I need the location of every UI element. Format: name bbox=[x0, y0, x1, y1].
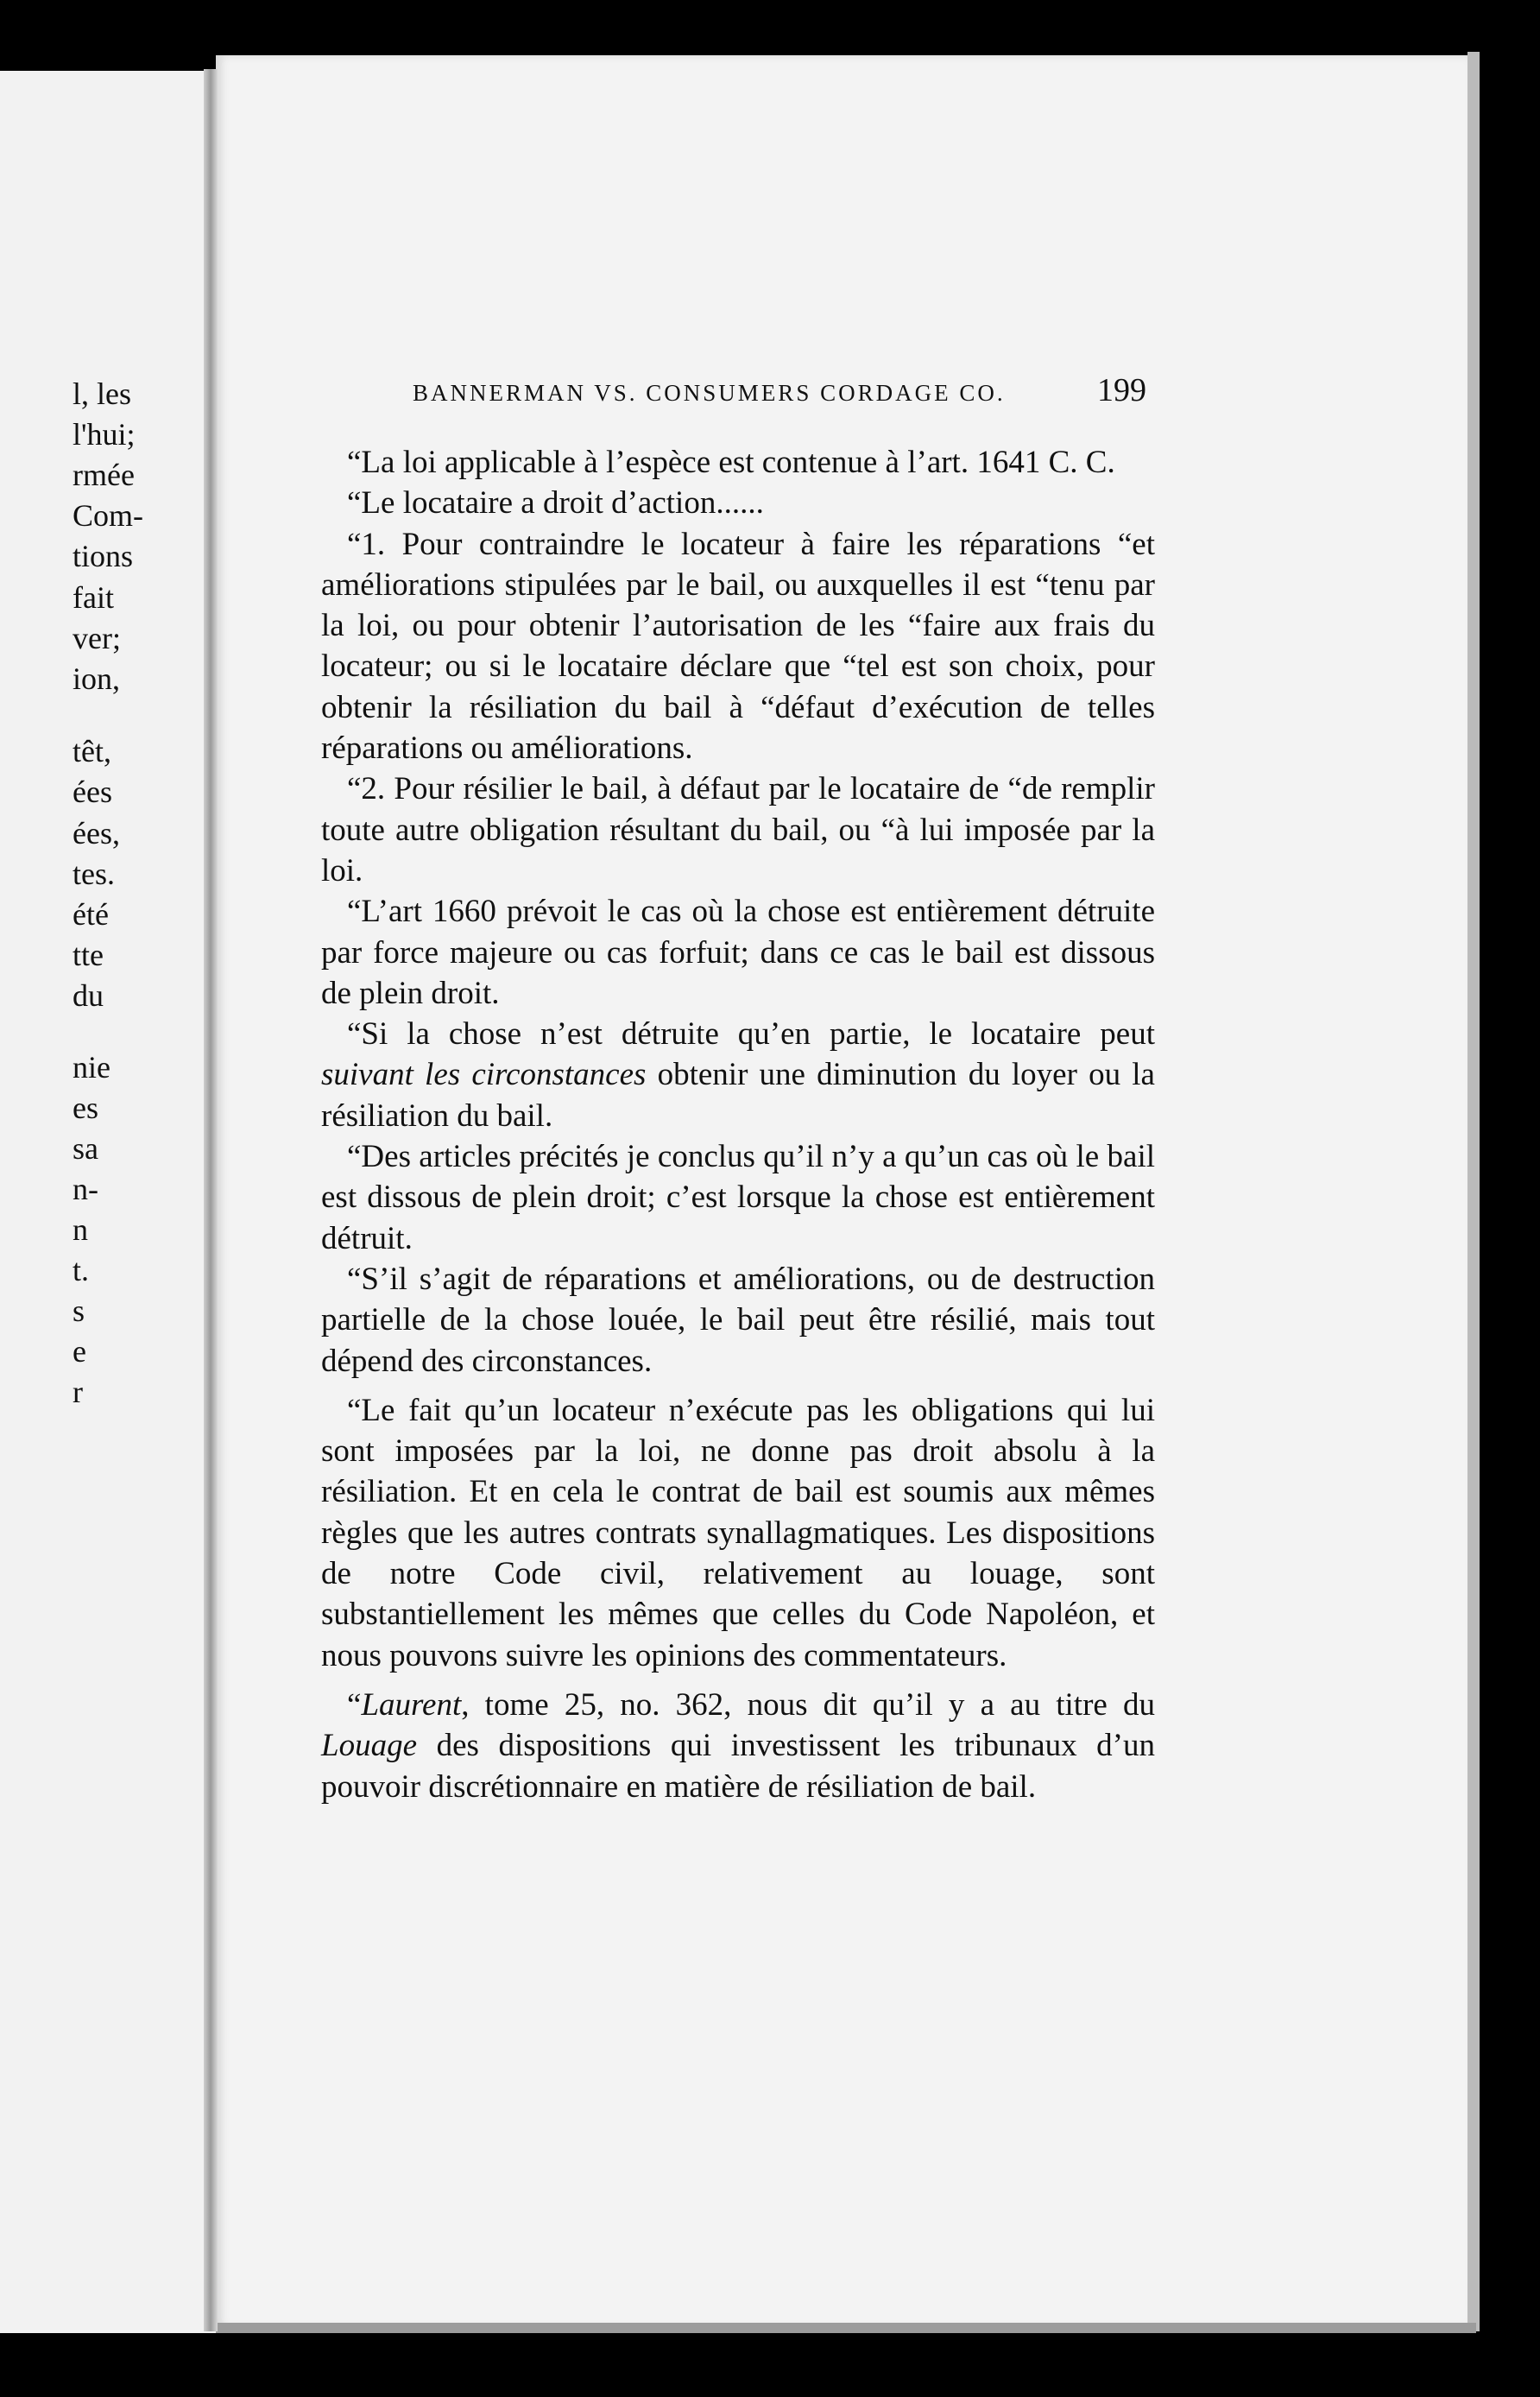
left-page-text-fragment: têt, bbox=[73, 734, 111, 768]
body-text bbox=[321, 442, 1155, 1807]
paragraph: “Le fait qu’un locateur n’exécute pas les obligations qui lui sont imposées par la loi, ne donne pas droit absolu à la résiliation. Et en cela le contrat de bail est soumis aux mêmes règles que les autres contrats synallagmatiques. Les dispositions de notre Code civil, relativement au louage, sont substantiellement les mêmes que celles du Code Napoléon, et nous pouvons suivre les opinions des commentateurs. bbox=[321, 1392, 1155, 1673]
left-page-text-fragment: s bbox=[73, 1293, 85, 1328]
paragraph: “S’il s’agit de réparations et améliorations, ou de destruction partielle de la chose louée, le bail peut être résilié, mais tout dépend des circonstances. bbox=[321, 1261, 1155, 1379]
paragraph: “2. Pour résilier le bail, à défaut par le locataire de “de remplir toute autre obligation résultant du bail, ou “à lui imposée par la loi. bbox=[321, 771, 1155, 889]
paragraph: “L’art 1660 prévoit le cas où la chose est entièrement détruite par force majeure ou cas forfuit; dans ce cas le bail est dissous de plein droit. bbox=[321, 894, 1155, 1011]
left-page-text-fragment: fait bbox=[73, 580, 114, 615]
book-gutter bbox=[204, 69, 218, 2331]
left-page-text-fragment: été bbox=[73, 897, 109, 932]
left-page-text-fragment: n bbox=[73, 1212, 88, 1247]
paragraph: “Le locataire a droit d’action...... bbox=[347, 485, 764, 522]
left-page-text-fragment: t. bbox=[73, 1253, 90, 1287]
italic-title: Louage bbox=[321, 1728, 417, 1764]
left-page-text-fragment: sa bbox=[73, 1131, 98, 1166]
left-page-text-fragment: l'hui; bbox=[73, 417, 136, 452]
left-page-text-fragment: Com- bbox=[73, 498, 144, 533]
left-page-text-fragment: rmée bbox=[73, 458, 135, 492]
bottom-page-edge bbox=[129, 2323, 1476, 2333]
left-page-text-fragment: ées, bbox=[73, 816, 120, 851]
italic-phrase: suivant les circonstances bbox=[321, 1057, 647, 1093]
left-page-text-fragment: r bbox=[73, 1375, 83, 1409]
left-page-text-fragment: n- bbox=[73, 1172, 98, 1206]
left-page-text-fragment: nie bbox=[73, 1050, 110, 1085]
running-head: BANNERMAN VS. CONSUMERS CORDAGE CO. bbox=[413, 380, 1006, 406]
italic-name: Laurent bbox=[361, 1686, 462, 1723]
page-header bbox=[413, 371, 1146, 414]
left-page-text-fragment: e bbox=[73, 1334, 86, 1369]
paragraph: “Si la chose n’est détruite qu’en partie, le locataire peut suivant les circonstances obtenir une diminution du loyer ou la résiliation du bail. bbox=[321, 1016, 1155, 1134]
paragraph: “Laurent, tome 25, no. 362, nous dit qu’il y a au titre du Louage des dispositions qui investissent les tribunaux d’un pouvoir discrétionnaire en matière de résiliation de bail. bbox=[321, 1686, 1155, 1805]
page-number: 199 bbox=[1097, 372, 1146, 408]
left-page-text-fragment: tte bbox=[73, 938, 104, 972]
paragraph: “La loi applicable à l’espèce est contenue à l’art. 1641 C. C. bbox=[347, 445, 1115, 480]
left-page-fragment bbox=[0, 71, 216, 2333]
left-page-text-fragment: tions bbox=[73, 539, 134, 573]
left-page-text-fragment: du bbox=[73, 978, 104, 1013]
paragraph: “1. Pour contraindre le locateur à faire les réparations “et améliorations stipulées par le bail, ou auxquelles il est “tenu par la loi, ou pour obtenir l’autorisation de les “faire aux frais du locateur; ou si le locataire déclare que “tel est son choix, pour obtenir la résiliation du bail à “défaut d’exécution de telles réparations ou améliorations. bbox=[321, 526, 1155, 767]
paragraph: “Des articles précités je conclus qu’il n’y a qu’un cas où le bail est dissous de plein droit; c’est lorsque la chose est entièrement détruit. bbox=[321, 1139, 1155, 1256]
page-edge bbox=[1467, 52, 1480, 2331]
left-page-text-fragment: ées bbox=[73, 775, 112, 809]
left-page-text-fragment: es bbox=[73, 1091, 98, 1125]
left-page-text-fragment: ver; bbox=[73, 621, 121, 655]
left-page-text-fragment: tes. bbox=[73, 857, 115, 891]
left-page-text-fragment: ion, bbox=[73, 661, 121, 696]
left-page-text-fragment: l, les bbox=[73, 376, 131, 411]
